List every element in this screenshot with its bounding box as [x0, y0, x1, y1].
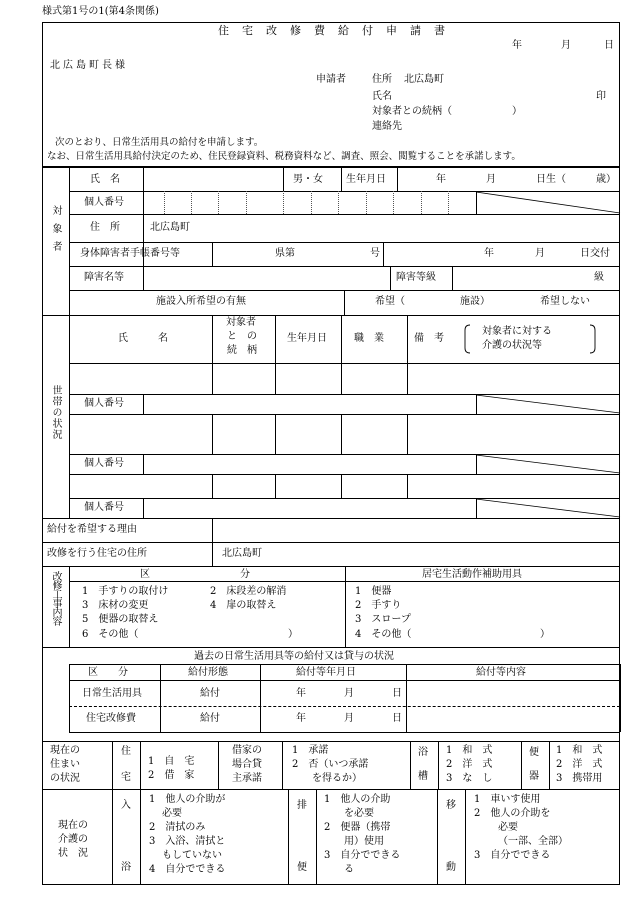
- subject-birth-year[interactable]: 年: [436, 174, 446, 185]
- disability-grade-label: 障害等級: [396, 272, 436, 283]
- care-move-opt-1[interactable]: 1 車いす使用: [474, 794, 541, 805]
- subject-mynumber-label: 個人番号: [84, 197, 124, 208]
- aid-item-1[interactable]: 1 便器: [355, 586, 392, 597]
- disability-grade-suffix: 級: [594, 272, 604, 283]
- past-row2-type: 給付: [200, 713, 220, 724]
- household-relation-header-2: と の: [227, 331, 257, 342]
- past-row1-month[interactable]: 月: [344, 688, 354, 699]
- intro-line-2: なお、日常生活用具給付決定のため、住民登録資料、税務資料など、調査、照会、閲覧することを承諾します。: [47, 151, 521, 162]
- past-header-type: 給付形態: [188, 667, 228, 678]
- household-care-header-1: 対象者に対する: [482, 326, 552, 337]
- form-title: 住 宅 改 修 費 給 付 申 請 書: [218, 24, 446, 37]
- living-bath-opt-3[interactable]: 3 な し: [446, 773, 493, 784]
- care-excrete-opt-3b: る: [344, 864, 354, 875]
- work-aids-header: 居宅生活動作補助用具: [422, 569, 522, 580]
- living-rent-label-2: 場合貸: [232, 759, 262, 770]
- work-item-5[interactable]: 5 便器の取替え: [82, 614, 159, 625]
- living-label-3: の状況: [50, 773, 80, 784]
- past-header-content: 給付等内容: [476, 667, 526, 678]
- care-bath-opt-3b: もしていない: [162, 850, 222, 861]
- care-move-opt-2[interactable]: 2 他人の介助を: [474, 808, 551, 819]
- work-item-1[interactable]: 1 手すりの取付け: [82, 586, 169, 597]
- applicant-name-label: 氏名: [372, 91, 392, 102]
- past-title: 過去の日常生活用具等の給付又は貸与の状況: [194, 651, 394, 662]
- household-mynumber-label-2: 個人番号: [84, 458, 124, 469]
- household-care-header-2: 介護の状況等: [482, 340, 542, 351]
- subject-sex-select[interactable]: 男・女: [293, 174, 323, 185]
- seal-mark: 印: [596, 91, 606, 102]
- household-mynumber-label-3: 個人番号: [84, 502, 124, 513]
- past-row1-category: 日常生活用具: [82, 688, 142, 699]
- living-label-1: 現在の: [50, 745, 80, 756]
- care-excrete-opt-2b: 用）使用: [344, 836, 384, 847]
- form-number: 様式第1号の1(第4条関係): [42, 6, 159, 17]
- past-row1-year[interactable]: 年: [296, 688, 306, 699]
- aid-item-4[interactable]: 4 その他（: [355, 629, 412, 640]
- subject-section-label: 対象者: [50, 205, 61, 259]
- work-item-3[interactable]: 3 床材の変更: [82, 600, 149, 611]
- care-bath-opt-1[interactable]: 1 他人の介助が: [149, 794, 226, 805]
- care-bath-opt-1b: 必要: [162, 808, 182, 819]
- aid-item-4-close: ）: [540, 629, 550, 640]
- facility-nohope[interactable]: 希望しない: [540, 296, 590, 307]
- past-row1-day[interactable]: 日: [392, 688, 402, 699]
- subject-address-label: 住 所: [90, 222, 120, 233]
- subject-birth-label: 生年月日: [346, 174, 386, 185]
- care-excrete-opt-3[interactable]: 3 自分でできる: [324, 850, 401, 861]
- living-toilet-label-2: 器: [529, 771, 539, 782]
- household-section-label: 世帯の状況: [50, 385, 61, 440]
- living-label-2: 住まい: [50, 759, 80, 770]
- household-relation-header-1: 対象者: [226, 317, 256, 328]
- household-note-header: 備 考: [414, 333, 444, 344]
- living-rent-opt-2b: を得るか）: [312, 773, 362, 784]
- aid-item-2[interactable]: 2 手すり: [355, 600, 402, 611]
- reason-label: 給付を希望する理由: [47, 524, 137, 535]
- work-item-2[interactable]: 2 床段差の解消: [210, 586, 287, 597]
- living-rent-opt-1[interactable]: 1 承諾: [292, 745, 329, 756]
- handbook-pref[interactable]: 県第: [275, 248, 295, 259]
- living-rent-label-3: 主承諾: [232, 773, 262, 784]
- date-month[interactable]: 月: [561, 40, 571, 51]
- past-row2-category: 住宅改修費: [86, 713, 136, 724]
- care-excrete-label-1: 排: [297, 800, 307, 811]
- past-row1-type: 給付: [200, 688, 220, 699]
- issue-month[interactable]: 月: [535, 248, 545, 259]
- living-bath-label-1: 浴: [418, 747, 428, 758]
- care-move-label-1: 移: [446, 800, 456, 811]
- care-excrete-label-2: 便: [297, 862, 307, 873]
- work-item-6[interactable]: 6 その他（: [82, 629, 139, 640]
- past-row2-day[interactable]: 日: [392, 713, 402, 724]
- subject-birth-month[interactable]: 月: [486, 174, 496, 185]
- applicant-relation-label[interactable]: 対象者との続柄（ ）: [372, 106, 522, 117]
- living-toilet-opt-3[interactable]: 3 携帯用: [556, 773, 603, 784]
- disability-name-label: 障害名等: [84, 272, 124, 283]
- living-house-label-1: 住: [121, 746, 131, 757]
- care-bath-label-1: 入: [121, 800, 131, 811]
- house-address-value[interactable]: 北広島町: [222, 548, 262, 559]
- facility-label: 施設入所希望の有無: [156, 296, 246, 307]
- date-year[interactable]: 年: [512, 40, 522, 51]
- living-bath-opt-1[interactable]: 1 和 式: [446, 745, 493, 756]
- work-item-6-close: ）: [288, 629, 298, 640]
- household-relation-header-3: 続 柄: [227, 345, 257, 356]
- facility-hope[interactable]: 希望（: [375, 296, 405, 307]
- past-header-date: 給付等年月日: [296, 667, 356, 678]
- facility-word: 施設）: [460, 296, 490, 307]
- living-rent-opt-2[interactable]: 2 否（いつ承諾: [292, 759, 369, 770]
- care-excrete-opt-1[interactable]: 1 他人の介助: [324, 794, 391, 805]
- care-move-opt-2c: （一部、全部）: [498, 836, 568, 847]
- care-label-2: 介護の: [58, 834, 88, 845]
- house-address-label: 改修を行う住宅の住所: [47, 548, 147, 559]
- subject-name-label: 氏 名: [90, 174, 120, 185]
- care-move-label-2: 動: [446, 862, 456, 873]
- care-excrete-opt-2[interactable]: 2 便器（携帯: [324, 822, 391, 833]
- date-day[interactable]: 日: [604, 40, 614, 51]
- household-name-header: 氏 名: [118, 333, 168, 344]
- issue-day[interactable]: 日交付: [580, 248, 610, 259]
- care-bath-opt-3[interactable]: 3 入浴、清拭と: [149, 836, 226, 847]
- care-bath-label-2: 浴: [121, 862, 131, 873]
- care-bath-opt-2[interactable]: 2 清拭のみ: [149, 822, 206, 833]
- living-rent-label-1: 借家の: [232, 745, 262, 756]
- living-toilet-opt-1[interactable]: 1 和 式: [556, 745, 603, 756]
- addressee: 北広島町長様: [50, 60, 128, 71]
- applicant-address-value[interactable]: 北広島町: [404, 74, 444, 85]
- applicant-label: 申請者: [316, 74, 346, 85]
- household-job-header: 職 業: [354, 333, 384, 344]
- living-house-opt-1[interactable]: 1 自 宅: [148, 756, 195, 767]
- issue-year[interactable]: 年: [484, 248, 494, 259]
- work-section-label: 改修工事内容: [50, 571, 61, 625]
- care-bath-opt-4[interactable]: 4 自分でできる: [149, 864, 226, 875]
- handbook-number-suffix: 号: [370, 248, 380, 259]
- care-move-opt-2b: 必要: [498, 822, 518, 833]
- living-bath-label-2: 槽: [418, 771, 428, 782]
- applicant-address-label: 住所: [372, 74, 392, 85]
- living-toilet-label-1: 便: [529, 747, 539, 758]
- living-toilet-opt-2[interactable]: 2 洋 式: [556, 759, 603, 770]
- past-row2-month[interactable]: 月: [344, 713, 354, 724]
- handbook-label: 身体障害者手帳番号等: [80, 248, 180, 259]
- applicant-contact-label: 連絡先: [372, 121, 402, 132]
- subject-birth-day[interactable]: 日生（: [536, 174, 566, 185]
- household-mynumber-label-1: 個人番号: [84, 398, 124, 409]
- care-move-opt-3[interactable]: 3 自分でできる: [474, 850, 551, 861]
- work-item-4[interactable]: 4 扉の取替え: [210, 600, 277, 611]
- care-label-3: 状 況: [58, 848, 88, 859]
- subject-age[interactable]: 歳）: [596, 174, 616, 185]
- care-excrete-opt-1b: を必要: [344, 808, 374, 819]
- living-house-label-2: 宅: [121, 772, 131, 783]
- subject-address-value[interactable]: 北広島町: [150, 222, 190, 233]
- work-category-header: 区 分: [140, 569, 250, 580]
- past-row2-year[interactable]: 年: [296, 713, 306, 724]
- household-birth-header: 生年月日: [287, 333, 327, 344]
- living-house-opt-2[interactable]: 2 借 家: [148, 770, 195, 781]
- aid-item-3[interactable]: 3 スロープ: [355, 614, 411, 625]
- intro-line-1: 次のとおり、日常生活用具の給付を申請します。: [55, 137, 264, 148]
- past-header-category: 区 分: [88, 667, 128, 678]
- living-bath-opt-2[interactable]: 2 洋 式: [446, 759, 493, 770]
- care-label-1: 現在の: [58, 820, 88, 831]
